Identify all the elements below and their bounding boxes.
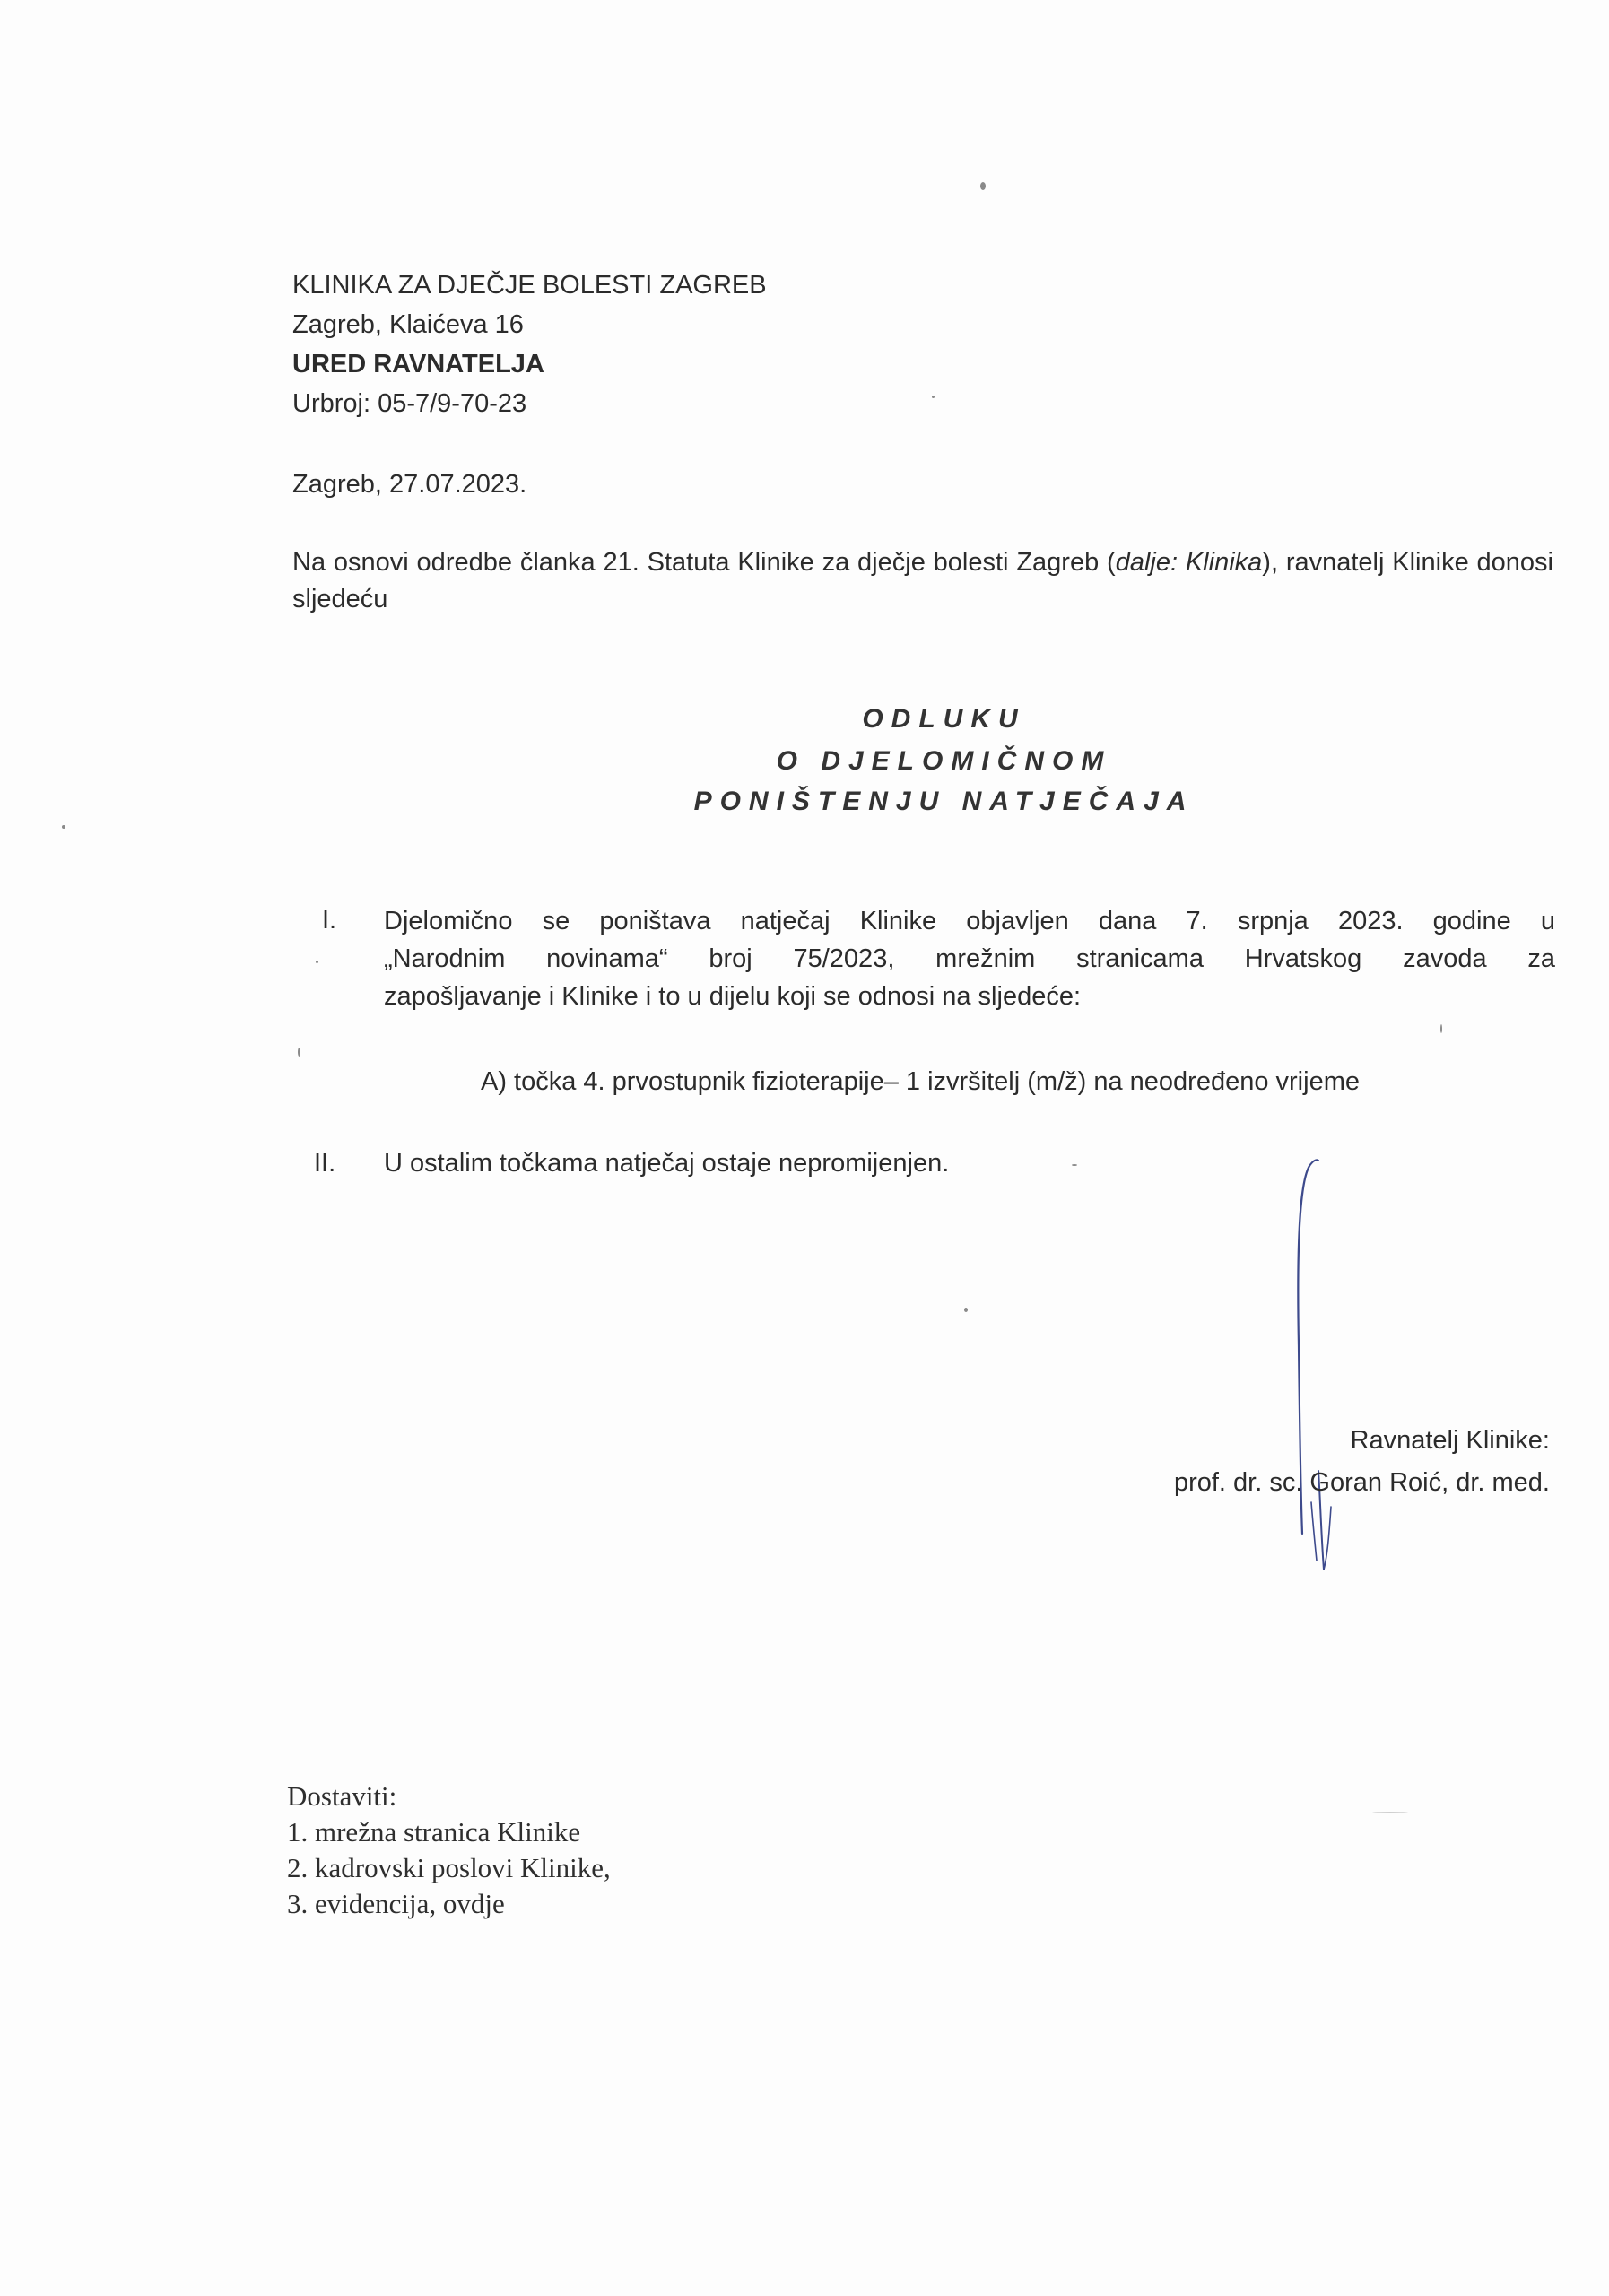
intro-text-after: ), ravnatelj Klinike donosi sljedeću xyxy=(292,548,1553,613)
reference-number: Urbroj: 05-7/9-70-23 xyxy=(292,389,527,418)
decision-title-line-2: O DJELOMIČNOM xyxy=(776,746,1112,776)
scan-speck xyxy=(1072,1164,1077,1166)
decision-title-line-3: PONIŠTENJU NATJEČAJA xyxy=(693,787,1195,816)
scan-speck xyxy=(932,396,935,398)
scan-speck xyxy=(980,182,986,190)
intro-text-before: Na osnovi odredbe članka 21. Statuta Klinike za dječje bolesti Zagreb ( xyxy=(292,548,1116,577)
scan-speck xyxy=(316,961,318,963)
distribution-heading: Dostaviti: xyxy=(287,1780,397,1812)
item-1-line-1: Djelomično se poništava natječaj Klinike objavljen dana 7. srpnja 2023. godine u xyxy=(384,907,1555,935)
institution-name: KLINIKA ZA DJEČJE BOLESTI ZAGREB xyxy=(292,271,767,300)
item-2-number: II. xyxy=(314,1149,336,1178)
intro-paragraph xyxy=(292,544,1553,618)
distribution-entry-1: 1. mrežna stranica Klinike xyxy=(287,1816,581,1848)
item-1-line-2: „Narodnim novinama“ broj 75/2023, mrežnim stranicama Hrvatskog zavoda za xyxy=(384,944,1555,973)
item-1-line-3: zapošljavanje i Klinike i to u dijelu koji se odnosi na sljedeće: xyxy=(384,982,1082,1011)
scan-speck xyxy=(62,825,65,829)
document-date: Zagreb, 27.07.2023. xyxy=(292,470,527,499)
item-1-text xyxy=(384,902,1555,1015)
item-1-number: I. xyxy=(322,906,337,935)
scan-speck xyxy=(1372,1812,1408,1813)
distribution-entry-3: 3. evidencija, ovdje xyxy=(287,1888,505,1919)
intro-text-italic: dalje: Klinika xyxy=(1115,548,1263,577)
institution-address: Zagreb, Klaićeva 16 xyxy=(292,310,524,339)
signatory-title: Ravnatelj Klinike: xyxy=(1350,1426,1550,1455)
handwritten-signature xyxy=(1292,1148,1363,1587)
signatory-name: prof. dr. sc. Goran Roić, dr. med. xyxy=(1173,1468,1550,1497)
item-1-subitem: A) točka 4. prvostupnik fizioterapije– 1 izvršitelj (m/ž) na neodređeno vrijeme xyxy=(481,1067,1360,1096)
item-2-text: U ostalim točkama natječaj ostaje nepromijenjen. xyxy=(384,1149,950,1178)
scan-speck xyxy=(298,1048,300,1057)
scan-speck xyxy=(964,1308,968,1312)
scan-speck xyxy=(1440,1024,1442,1033)
decision-title-line-1: ODLUKU xyxy=(862,704,1026,734)
distribution-entry-2: 2. kadrovski poslovi Klinike, xyxy=(287,1852,611,1883)
office-name: URED RAVNATELJA xyxy=(292,350,544,378)
